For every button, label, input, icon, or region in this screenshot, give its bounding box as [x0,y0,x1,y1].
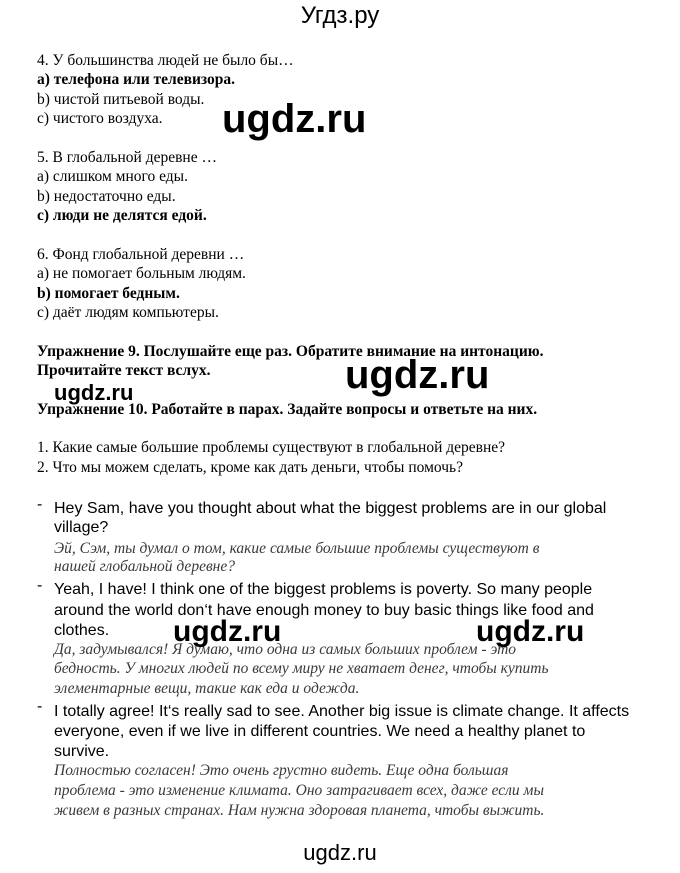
dialogue-1-en-line-1: Hey Sam, have you thought about what the biggest problems are in our global [54,500,607,517]
dialogue-1-marker: - [37,496,43,513]
question-4-option-b: b) чистой питьевой воды. [37,91,205,108]
watermark-2: ugdz.ru [345,353,490,397]
question-4-prompt: 4. У большинства людей не было бы… [37,52,294,69]
question-5-option-a: а) слишком много еды. [37,168,188,185]
watermark-4: ugdz.ru [173,615,282,648]
dialogue-3-en-line-1: I totally agree! It‘s really sad to see. Another big issue is climate change. It affects [54,703,630,720]
exercise-10-prompt-1: 1. Какие самые большие проблемы существуют в глобальной деревне? [37,439,506,456]
question-5-prompt: 5. В глобальной деревне … [37,149,217,166]
dialogue-3-en-line-3: survive. [54,743,110,760]
watermark-5: ugdz.ru [476,615,585,648]
question-6-prompt: 6. Фонд глобальной деревни … [37,246,245,263]
site-header: Угдз.ру [300,2,380,29]
watermark-3: ugdz.ru [54,380,134,405]
exercise-9-line-2: Прочитайте текст вслух. [37,362,211,379]
dialogue-3-en-line-2: everyone, even if we live in different countries. We need a healthy planet to [54,723,586,740]
footer-watermark: ugdz.ru [303,840,377,865]
dialogue-3-ru-line-2: проблема - это изменение климата. Оно затрагивает всех, даже если мы [54,782,544,799]
exercise-10-title: Упражнение 10. Работайте в парах. Задайте вопросы и ответьте на них. [37,401,538,418]
dialogue-2-ru-line-1: Да, задумывался! Я думаю, что одна из самых больших проблем - это [54,641,517,658]
question-5-option-c: c) люди не делятся едой. [37,207,207,224]
dialogue-3-ru-line-1: Полностью согласен! Это очень грустно видеть. Еще одна большая [54,762,509,779]
dialogue-2-ru-line-2: бедность. У многих людей по всему миру не хватает денег, чтобы купить [54,660,549,677]
question-6-option-a: а) не помогает больным людям. [37,265,246,282]
question-6-option-c: c) даёт людям компьютеры. [37,304,219,321]
dialogue-2-en-line-2: around the world don‘t have enough money to buy basic things like food and [54,602,594,619]
dialogue-1-ru-line-2: нашей глобальной деревне? [54,558,235,575]
exercise-10-prompt-2: 2. Что мы можем сделать, кроме как дать деньги, чтобы помочь? [37,459,463,476]
watermark-1: ugdz.ru [222,97,367,141]
question-5-option-b: b) недостаточно еды. [37,188,176,205]
exercise-9-line-1: Упражнение 9. Послушайте еще раз. Обратите внимание на интонацию. [37,343,544,360]
dialogue-2-en-line-1: Yeah, I have! I think one of the biggest problems is poverty. So many people [54,581,593,598]
question-6-option-b: b) помогает бедным. [37,285,180,302]
question-4-option-c: c) чистого воздуха. [37,110,163,127]
dialogue-3-marker: - [37,698,43,715]
dialogue-2-ru-line-3: элементарные вещи, такие как еда и одежда. [54,680,360,697]
dialogue-2-en-line-3: clothes. [54,622,110,639]
dialogue-1-en-line-2: village? [54,519,109,536]
dialogue-3-ru-line-3: живем в разных странах. Нам нужна здоровая планета, чтобы выжить. [54,802,545,819]
dialogue-1-ru-line-1: Эй, Сэм, ты думал о том, какие самые большие проблемы существуют в [54,540,540,557]
question-4-option-a: a) телефона или телевизора. [37,71,236,88]
dialogue-2-marker: - [37,577,43,594]
